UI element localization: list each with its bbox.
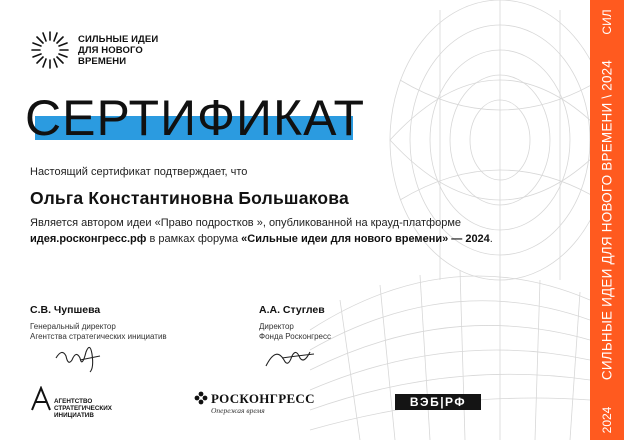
veb-logo: ВЭБ|РФ <box>395 394 481 410</box>
asi-logo <box>30 386 120 426</box>
title-block <box>25 90 366 146</box>
signature-1-icon <box>50 338 110 374</box>
starburst-icon <box>30 30 70 70</box>
forum-name: «Сильные идеи для нового времени» — 2024 <box>241 233 490 245</box>
signer-2-position-line-2: Фонда Росконгресс <box>259 332 331 341</box>
asi-line-3: ИНИЦИАТИВ <box>54 412 94 419</box>
asi-line-1: АГЕНТСТВО <box>54 398 93 405</box>
logo-line-3: ВРЕМЕНИ <box>78 55 127 67</box>
side-band-bottom-text: 2024 <box>600 406 614 434</box>
description <box>30 215 550 247</box>
side-band-text: СИЛЬНЫЕ ИДЕИ ДЛЯ НОВОГО ВРЕМЕНИ \ 2024 <box>599 59 615 381</box>
signer-1-position-line-1: Генеральный директор <box>30 322 116 331</box>
recipient-name: Ольга Константиновна Большакова <box>30 188 349 208</box>
confirmation-text: Настоящий сертификат подтверждает, что <box>30 166 248 178</box>
logo-line-1: СИЛЬНЫЕ ИДЕИ <box>78 33 159 45</box>
logo-line-2: ДЛЯ НОВОГО <box>78 44 143 56</box>
logo-text <box>78 34 158 67</box>
platform-name: идея.росконгресс.рф <box>30 233 147 245</box>
description-end: . <box>489 233 493 245</box>
signer-2 <box>259 304 331 342</box>
description-middle: в рамках форума <box>146 233 242 245</box>
asi-arrow-icon <box>30 386 52 412</box>
roscongress-name: РОСКОНГРЕСС <box>211 391 315 406</box>
signature-2-icon <box>262 342 322 372</box>
signer-1-name: С.В. Чупшева <box>30 304 101 316</box>
roscongress-flower-icon <box>194 391 208 405</box>
signer-1-position-line-2: Агентства стратегических инициатив <box>30 332 167 341</box>
signer-2-position-line-1: Директор <box>259 322 294 331</box>
signer-2-position <box>259 322 331 342</box>
forum-logo <box>30 30 158 70</box>
signer-2-name: А.А. Стуглев <box>259 304 325 316</box>
description-line-1: Является автором идеи «Право подростков », опубликованной на крауд-платформе <box>30 217 462 229</box>
asi-text <box>54 398 112 419</box>
asi-line-2: СТРАТЕГИЧЕСКИХ <box>54 405 112 412</box>
signer-1 <box>30 304 167 342</box>
certificate-title: СЕРТИФИКАТ <box>25 90 366 146</box>
side-band <box>590 0 624 440</box>
side-band-top-text: СИЛ <box>600 9 614 35</box>
roscongress-tagline: Опережая время <box>211 406 265 415</box>
